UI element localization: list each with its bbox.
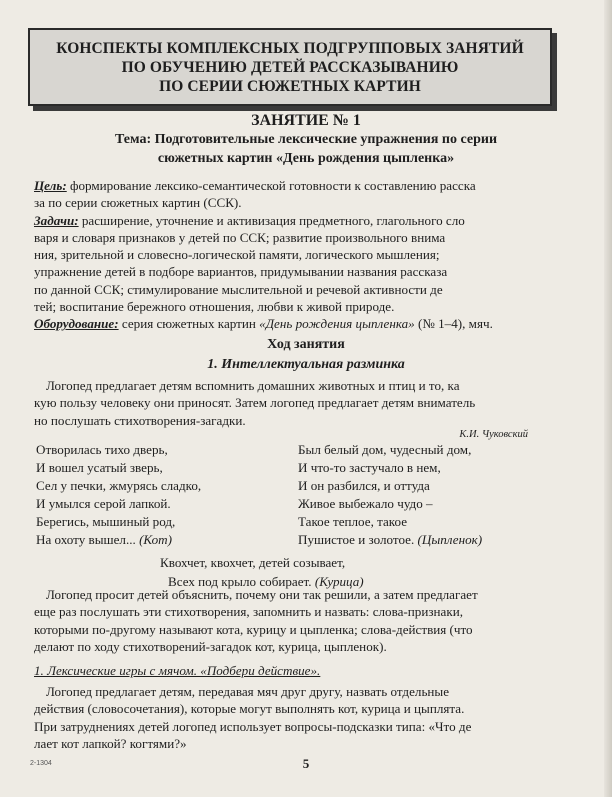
poem-left-line: Отворилась тихо дверь, [36,442,168,457]
equipment-title: «День рождения цыпленка» [259,316,415,332]
theme-line-2: сюжетных картин «День рождения цыпленка» [157,151,455,166]
tasks-line-1 [34,212,558,229]
para2-line-1: Логопед просит детей объяснить, почему они так решили, а затем предлагает [46,587,478,602]
para3-line-1: Логопед предлагает детям, передавая мяч друг другу, назвать отдельные [46,684,450,699]
poem-center-line: Всех под крыло собирает. [168,574,315,589]
poem-right [298,441,482,548]
equipment-line [34,315,558,332]
theme-line-1: Тема: Подготовительные лексические упражнения по серии [114,132,498,147]
print-code: 2-1304 [30,760,52,767]
goal-label: Цель: [34,178,67,193]
poem-right-line: Живое выбежало чудо – [298,495,433,511]
intro-line-3: но послушать стихотворения-загадки. [34,412,246,428]
lesson-number: ЗАНЯТИЕ № 1 [251,112,361,129]
para2-line-2: еще раз послушать эти стихотворения, запомнить и назвать: слова-признаки, [34,604,463,620]
goal-text-2: за по серии сюжетных картин (ССК). [34,195,242,211]
poem-author: К.И. Чуковский [459,429,528,440]
poem-left-line: Берегись, мышиный род, [36,513,176,529]
header-line-1: КОНСПЕКТЫ КОМПЛЕКСНЫХ ПОДГРУППОВЫХ ЗАНЯТИЙ [56,39,524,57]
poem-left-last-line [36,531,201,549]
tasks-label: Задачи: [34,212,79,228]
equipment-label: Оборудование: [34,316,119,332]
goal-line-2 [34,194,558,211]
page-edge-shadow [604,0,612,797]
lesson-theme [0,130,612,168]
tasks-line-5: по данной ССК; стимулирование мыслительной и речевой активности де [34,281,443,297]
equipment-text-end: (№ 1–4), мяч. [414,316,493,332]
poem-center-line: Квохчет, квохчет, детей созывает, [160,555,346,570]
para3-line-3: При затруднениях детей логопед использует вопросы-подсказки типа: «Что де [34,718,472,734]
poem-right-line: Такое теплое, такое [298,513,408,529]
page-number: 5 [302,756,310,771]
para3-line-2: действия (словосочетания), которые могут выполнять кот, курица и цыплята. [34,701,465,717]
para3-line-4: лает кот лапкой? когтями?» [34,735,187,751]
section-title: Ход занятия [267,337,345,352]
poem-center-answer: (Курица) [314,574,364,589]
poem-right-line: Был белый дом, чудесный дом, [298,442,472,457]
header-line-3: ПО СЕРИИ СЮЖЕТНЫХ КАРТИН [159,77,421,95]
tasks-line-4: упражнение детей в подборе вариантов, придумывании названия рассказа [34,264,448,280]
intro-line-2: кую пользу человеку они приносят. Затем логопед предлагает детям вниматель [34,395,476,411]
lesson-goals-block [34,177,558,333]
header-line-2: ПО ОБУЧЕНИЮ ДЕТЕЙ РАССКАЗЫВАНИЮ [121,58,459,76]
tasks-line-2: варя и словаря признаков у детей по ССК; развитие произвольного внима [34,229,446,245]
poem-left-line: И умылся серой лапкой. [36,495,171,511]
section-subtitle: 1. Интеллектуальная разминка [207,357,405,372]
book-section-header [28,28,552,106]
game-subheading: 1. Лексические игры с мячом. «Подбери действие». [34,663,321,678]
poem-left-line: На охоту вышел... [36,531,140,547]
explanation-paragraph [34,586,558,655]
intro-line-1: Логопед предлагает детям вспомнить домашних животных и птиц и то, ка [46,378,460,393]
poem-right-line: И что-то застучало в нем, [298,459,441,475]
intro-paragraph [34,377,558,429]
tasks-text: расширение, уточнение и активизация предметного, глагольного сло [78,212,465,228]
poem-right-line: И он разбился, и оттуда [298,477,430,493]
poem-left [36,441,201,548]
goal-text: формирование лексико-семантической готовности к составлению расска [66,178,476,193]
para2-line-4: делают по ходу стихотворений-загадок кот, курица, цыпленок). [34,638,387,654]
goal-line-1 [34,177,558,194]
poem-left-answer: (Кот) [139,531,172,547]
tasks-line-3: ния, зрительной и словесно-логической памяти, логического мышления; [34,247,440,263]
poem-right-answer: (Цыпленок) [417,531,483,547]
poem-right-line: Пушистое и золотое. [298,531,418,547]
poem-left-line: Сел у печки, жмурясь сладко, [36,477,202,493]
tasks-line-6: тей; воспитание бережного отношения, любви к живой природе. [34,299,395,315]
poem-right-last-line [298,531,482,549]
poem-left-line: И вошел усатый зверь, [36,459,163,475]
equipment-text: серия сюжетных картин [118,316,260,332]
game-paragraph [34,683,558,752]
para2-line-3: которыми по-другому называют кота, курицу и цыпленка; слова-действия (что [34,621,473,637]
